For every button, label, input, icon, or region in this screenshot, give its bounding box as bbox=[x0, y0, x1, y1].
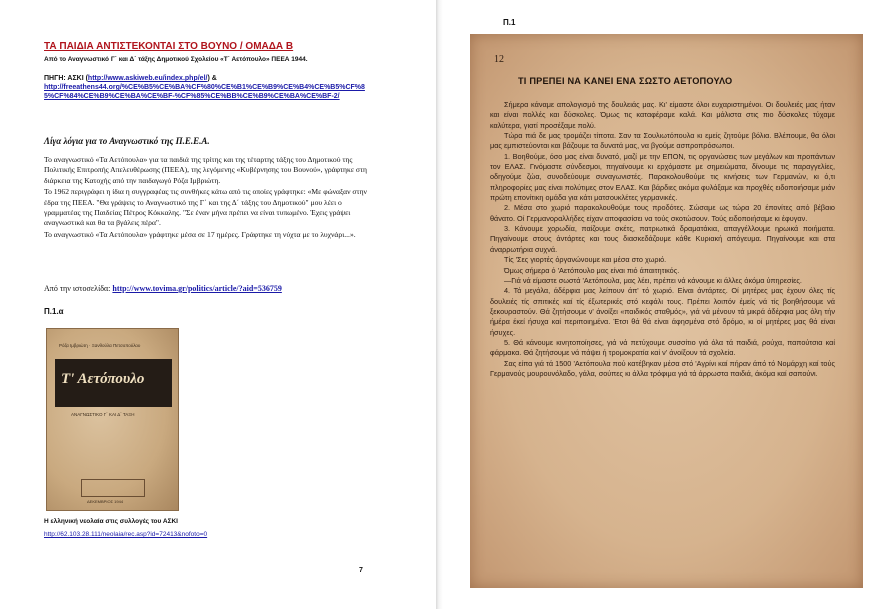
scan-paragraph: Σας είπα γιά τά 1500 'Αετόπουλα πού κατέβηκαν μέσα στό 'Αγρίνι καί πήραν άπό τό Νομάρχη καί τούς Γερμανούς μουρουνόλαδο, γάλα, σούπες κι άλλα τρόφιμα γιά τά άρρωστα παιδιά, άκόμα καί σαπούνι. bbox=[490, 358, 835, 378]
right-page bbox=[443, 0, 887, 609]
source-mid: ) & bbox=[207, 75, 217, 82]
cover-subtitle: ΑΝΑΓΝΩΣΤΙΚΟ Γ΄ ΚΑΙ Δ΄ ΤΑΞΗ bbox=[71, 412, 135, 417]
scan-paragraph: —Γιά νά είμαστε σωστά 'Αετόπουλα, μας λέει, πρέπει νά κάνουμε κι άλλες άκόμα ύπηρεσίες. bbox=[504, 275, 802, 285]
source-block bbox=[44, 74, 374, 101]
scan-paragraph: 2. Μέσα στο χωριό παρακολουθούμε τους προδότες. Σώσαμε ως τώρα 20 έπονίτες από βέβαιο θάνατο. Οί Γερμανοραλλήδες είχαν αποφασίσει να τούς σκοτώσουν. Τούς ειδοποιήσαμε κι έφυγαν. bbox=[490, 203, 835, 223]
page-gutter bbox=[436, 0, 443, 609]
scanned-book-page bbox=[470, 34, 863, 588]
paragraph: Το αναγνωστικό «Τα Αετόπουλα» για τα παιδιά της τρίτης και της τέταρτης τάξης του Δημοτικού της Πολιτικής Επιτροπής Απελευθέρωσης (ΠΕΕΑ), της λεγόμενης «Κυβέρνησης του Βουνού», γράφτηκε στη διάρκεια της Κατοχής από την παιδαγωγό Ρόζα Ιμβριώτη. bbox=[44, 155, 368, 185]
source-link-aski[interactable]: http://www.askiweb.eu/index.php/el/ bbox=[87, 75, 208, 82]
cover-authors: Ρόζα Ιμβριώτη · Ξανθούλα Πετσοπούλου bbox=[59, 343, 141, 348]
body-text bbox=[44, 155, 374, 241]
book-cover-image bbox=[46, 328, 179, 511]
scan-paragraph: Τώρα πιά δε μας τρομάζει τίποτα. Σαν τα Σουλιωτόπουλα κι εμείς ζητούμε βόλια. Βλέπουμε, θα όλοι μας εμπιστεύονται και βάζουμε τα δυνατά μας, να βγούμε ασπροπρόσωποι. bbox=[490, 131, 835, 151]
source-label: ΠΗΓΗ: ΑΣΚΙ ( bbox=[44, 75, 88, 82]
paragraph: Το αναγνωστικό «Τα Αετόπουλα» γράφτηκε μέσα σε 17 ημέρες. Γράφτηκε τη νύχτα με το λυχνάρι...». bbox=[44, 229, 356, 239]
subtitle: Από το Αναγνωστικό Γ΄ και Δ΄ τάξης Δημοτικού Σχολείου «Τ΄ Αετόπουλο» ΠΕΕΑ 1944. bbox=[44, 56, 308, 63]
page-number: 7 bbox=[359, 567, 363, 574]
caption-link[interactable]: http://62.103.28.111/neolaia/rec.asp?id=72413&nofoto=0 bbox=[44, 531, 208, 538]
scan-paragraph: 5. Θά κάνουμε κινητοποίησες, γιά νά πετύχουμε συσσίτιο γιά όλα τά παιδιά, ρούχα, παπούτσια καί φάρμακα. Θά ζητήσουμε νά πάψει ή τρομοκρατία καί ν' άνοίξουν τά σχολεία. bbox=[490, 337, 835, 358]
site-label: Από την ιστοσελίδα: bbox=[44, 284, 113, 293]
page-title: ΤΑ ΠΑΙΔΙΑ ΑΝΤΙΣΤΕΚΟΝΤΑΙ ΣΤΟ ΒΟΥΝΟ / ΟΜΑΔΑ Β bbox=[44, 41, 294, 52]
section-heading: Λίγα λόγια για το Αναγνωστικό της Π.Ε.Ε.Α. bbox=[44, 136, 210, 146]
source-link-freeathens[interactable]: http://freeathens44.org/%CE%B5%CE%BA%CF%80%CE%B1%CE%B9%CE%B4%CE%B5%CF%85%CF%84%CE%B9%CE%BA%CE%BF-%CF%85%CE%BB%CE%B9%CE%BA%CE%BF-2/ bbox=[44, 84, 365, 100]
figure-label: Π.1.α bbox=[44, 307, 64, 316]
scan-paragraph: Τίς 'Σες γιορτές όργανώνουμε και μέσα στο χωριό. bbox=[504, 255, 667, 265]
site-reference bbox=[44, 284, 282, 293]
left-page bbox=[0, 0, 436, 609]
scan-page-number: 12 bbox=[494, 54, 504, 65]
scan-text bbox=[490, 100, 835, 379]
scan-paragraph: Όμως σήμερα ό 'Αετόπουλο μας είναι πιό άπαιτητικός. bbox=[504, 265, 680, 275]
scan-paragraph: 1. Βοηθούμε, όσο μας είναι δυνατό, μαζί με την ΕΠΟΝ, τις οργανώσεις των μεγάλων και προπάντων τον ΕΛΑΣ. Γινόμαστε σύνδεσμοι, πηγαίνουμε κι ερχόμαστε με σημειώματα, δίνουμε τις παραγγελίες, οδηγούμε ζώα, συνοδεύουμε συναγωνιστές. Παρακολουθούμε τις κινήσεις των Γερμανών, κι ό,τι πληροφορίες μας είναι πολύτιμες στον ΕΛΑΣ. Και βάρδιες ακόμα φυλάξαμε και προχθές ειδοποιήσαμε μιάν πρώτη επονίτικη ομάδα για κάτι ματσουκλέτες γερμανικές. bbox=[490, 151, 835, 203]
figure-label: Π.1 bbox=[503, 18, 516, 27]
scan-paragraph: 4. Τά μεγάλα, άδέρφια μας λείπουν άπ' τό χωριό. Είναι άντάρτες. Οί μητέρες μας έχουν όλες τίς δουλειές τίς σπιτικές καί τίς έξωτερικές στό κεφάλι τους. Πρέπει λοιπόν έμείς νά τίς βοηθήσουμε νά ξεκουραστούν. Θά ζητήσουμε ν' άνοίξει «παιδικός σταθμός», γιά νά μένουν τά μικρά άδέρφια μας όλη τήν ήμέρα έκεί ήσυχα καί περιποιημένα. Έτσι θά θά είναι άφησμένα στό δρόμο, κι οί μητέρες μας θά είναι ήσυχες. bbox=[490, 286, 835, 337]
cover-publisher-box bbox=[81, 479, 145, 497]
paragraph: Το 1962 περιγράφει η ίδια η συγγραφέας τις συνθήκες κάτω από τις οποίες γράφτηκε: «Με φώναξαν στην έδρα της ΠΕΕΑ. "Θα γράψεις το Αναγνωστικό της Γ΄ και της Δ΄ τάξης του Δημοτικού" μου λέει ο γραμματέας της Παιδείας Πέτρος Κόκκαλης. "Σε έναν μήνα πρέπει να είναι τυπωμένο. Έχεις γράψει αναγνωστικά και θα τα βγάλεις πέρα". bbox=[44, 187, 367, 228]
scan-paragraph: 3. Κάνουμε χορωδία, παίζουμε σκέτς, πατριωτικά δραματάκια, απαγγέλλουμε ηρωικά ποιήματα. Πηγαίνουμε στους άντάρτες και τους διασκεδάζουμε κάθε Κυριακή απόγευμα. Πηγαίνουμε και στα άναρρωτήρια συχνά. bbox=[490, 224, 835, 254]
site-link[interactable]: http://www.tovima.gr/politics/article/?aid=536759 bbox=[112, 284, 282, 293]
scan-heading: ΤΙ ΠΡΕΠΕΙ ΝΑ ΚΑΝΕΙ ΕΝΑ ΣΩΣΤΟ ΑΕΤΟΠΟΥΛΟ bbox=[518, 76, 733, 86]
cover-title: Τ' Αετόπουλο bbox=[61, 371, 145, 387]
figure-caption: Η ελληνική νεολαία στις συλλογές του ΑΣΚΙ bbox=[44, 518, 178, 525]
cover-year: ΔΕΚΕΜΒΡΙΟΣ 1944 bbox=[87, 499, 124, 504]
scan-paragraph: Σήμερα κάναμε απολογισμό της δουλειάς μας. Κι' είμαστε όλοι ευχαριστημένοι. Οι δουλειές μας ήταν και είναι πολλές και δύσκολες. Όμως τις καταφέραμε καλά. Και μάλιστα στις πιο δύσκολες τύχαμε καλύτερα, γιατί προσέξαμε πολύ. bbox=[490, 100, 835, 130]
